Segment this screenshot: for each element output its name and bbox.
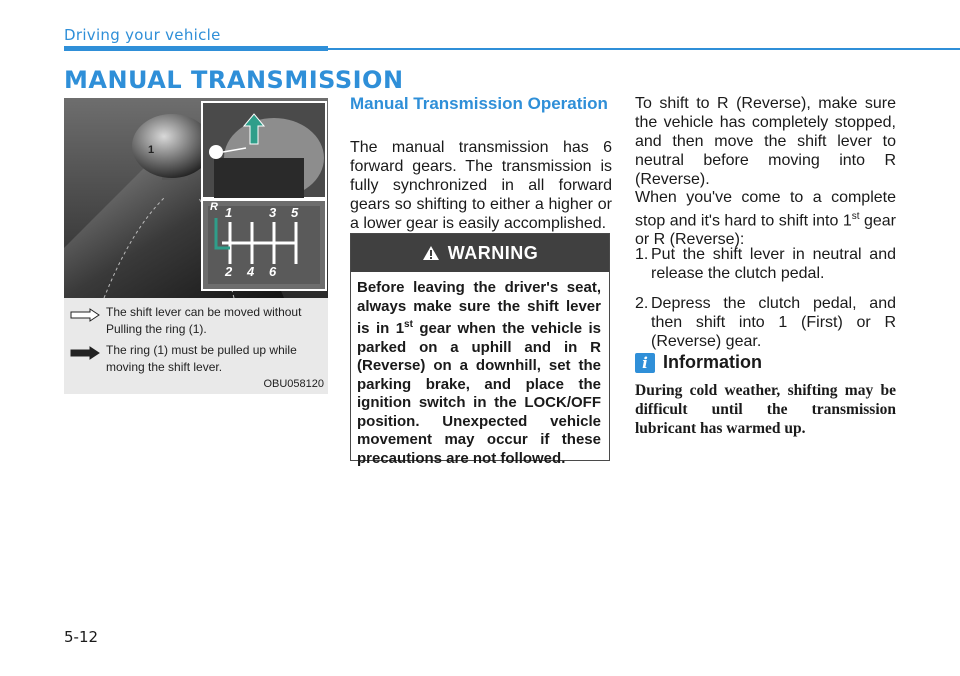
callout-number: 1: [148, 144, 155, 156]
gear-shift-illustration: [64, 98, 328, 298]
warning-box: [350, 233, 610, 467]
reverse-paragraph: To shift to R (Reverse), make sure the vehicle has completely stopped, and then move the shift lever to neutral before moving into R (Reverse).: [635, 95, 896, 188]
legend-text: The ring (1) must be pulled up while moving the shift lever.: [106, 343, 297, 374]
gear-label-3: 3: [269, 205, 277, 220]
stop-sup: st: [851, 211, 860, 222]
warning-text-part: gear when the vehicle is parked on a uphill and in R (Reverse) on a downhill, set the parking brake, and place the ignition switch in the LOCK/OFF position. Unexpected vehicle movement may occur if these precautions are not followed.: [357, 320, 601, 467]
outline-arrow-icon: [64, 304, 106, 322]
figure-code: OBU058120: [263, 378, 324, 390]
warning-sup: st: [404, 319, 413, 330]
warning-text-part: Before leaving the driver's seat, always make sure the shift lever is in 1: [357, 279, 601, 337]
stop-text-part: gear or R (Reverse):: [635, 212, 897, 249]
warning-text: [351, 272, 609, 468]
legend-item: [64, 342, 328, 376]
list-number: 1.: [635, 246, 649, 263]
header-rule-thick: [64, 46, 328, 51]
callout-circle: [209, 145, 223, 159]
gear-label-1: 1: [225, 205, 233, 220]
page-title: MANUAL TRANSMISSION: [64, 66, 404, 94]
legend-item: [64, 304, 328, 338]
list-text: Put the shift lever in neutral and release the clutch pedal.: [651, 246, 896, 282]
gear-label-6: 6: [269, 264, 277, 279]
operation-paragraph: The manual transmission has 6 forward gears. The transmission is fully synchronized in all forward gears so shifting to either a higher or a lower gear is easily accomplished.: [350, 139, 612, 232]
legend-text: The shift lever can be moved without Pulling the ring (1).: [106, 305, 302, 336]
warning-label: WARNING: [447, 242, 539, 263]
gear-label-5: 5: [291, 205, 299, 220]
info-icon: i: [635, 353, 655, 373]
gear-shift-figure: [64, 98, 328, 394]
gear-label-r: R: [210, 201, 218, 213]
list-text: Depress the clutch pedal, and then shift into 1 (First) or R (Reverse) gear.: [651, 295, 896, 350]
list-item: [635, 245, 896, 283]
gear-label-2: 2: [225, 264, 233, 279]
warning-icon: [422, 245, 440, 261]
page-number: 5-12: [64, 628, 99, 646]
information-text: During cold weather, shifting may be difficult until the transmission lubricant has warmed up.: [635, 382, 896, 437]
stop-text-part: When you've come to a complete stop and it's hard to shift into 1: [635, 189, 896, 230]
list-item: [635, 294, 896, 351]
stop-paragraph: [635, 188, 896, 249]
gear-shift-photo: [64, 98, 328, 298]
list-number: 2.: [635, 295, 649, 312]
operation-title: Manual Transmission Operation: [350, 94, 608, 113]
information-title: Information: [663, 352, 762, 372]
section-title: Driving your vehicle: [64, 26, 221, 44]
header-rule-thin: [328, 48, 960, 50]
warning-header: [351, 234, 609, 272]
information-header: [635, 352, 762, 373]
gear-label-4: 4: [247, 264, 255, 279]
filled-arrow-icon: [64, 342, 106, 360]
